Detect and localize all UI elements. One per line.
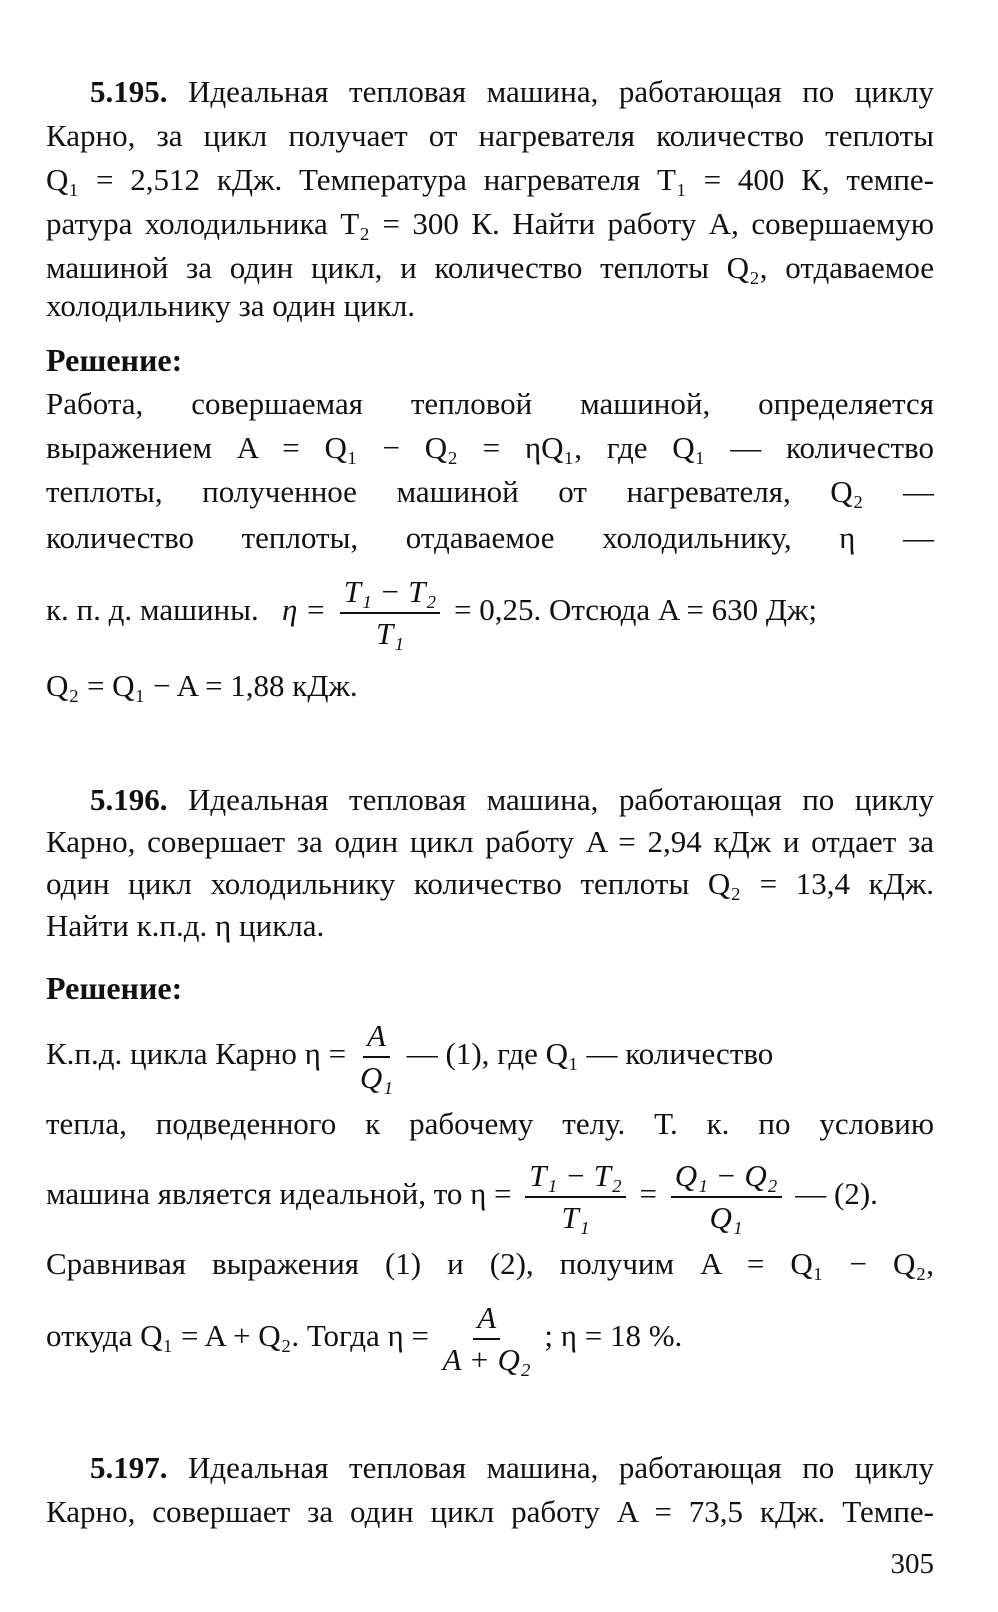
problem-5-195-line-5: машиной за один цикл, и количество теплоты Q₂, отдаваемое [46, 250, 934, 285]
problem-5-197-line-1: 5.197. Идеальная тепловая машина, работающая по циклу [90, 1450, 934, 1485]
solution-5-195-final: Q₂ = Q₁ − A = 1,88 кДж. [46, 668, 358, 703]
problem-5-196-line-4: Найти к.п.д. η цикла. [46, 908, 325, 943]
problem-5-195-line-1: 5.195. Идеальная тепловая машина, работающая по циклу [90, 74, 934, 109]
problem-5-195-line-4: ратура холодильника T₂ = 300 К. Найти работу A, совершаемую [46, 206, 934, 241]
efficiency-fraction-2: $\frac{A}{\text{A + Q₂}}$ [442, 1299, 531, 1377]
problem-5-196-line-2: Карно, совершает за один цикл работу A = 2,94 кДж и отдает за [46, 824, 934, 859]
temperature-fraction: $\frac{\text{T₁ − T₂}}{\text{T₁}}$ [525, 1156, 625, 1238]
solution-heading: Решение: [46, 970, 183, 1006]
problem-5-195-line-2: Карно, за цикл получает от нагревателя количество теплоты [46, 118, 934, 153]
heat-fraction: $\frac{\text{Q₁ − Q₂}}{\text{Q₁}}$ [671, 1156, 782, 1238]
solution-5-195-line-2: выражением A = Q₁ − Q₂ = ηQ₁, где Q₁ — количество [46, 430, 934, 465]
page-number: 305 [890, 1548, 934, 1580]
problem-5-196-line-3: один цикл холодильнику количество теплоты Q₂ = 13,4 кДж. [46, 866, 934, 901]
solution-5-195-eta-line: к. п. д. машины. η = $\frac{\text{T₁ − T₂}}{\text{T₁}}$ = 0,25. Отсюда A = 630 Дж; [46, 562, 934, 658]
solution-5-196-line-2: тепла, подведенного к рабочему телу. Т. к. по условию [46, 1106, 934, 1141]
efficiency-fraction-1: $\frac{A}{\text{Q₁}}$ [359, 1017, 393, 1095]
problem-5-195-line-6: холодильнику за один цикл. [46, 288, 416, 323]
solution-5-196-line-4: Сравнивая выражения (1) и (2), получим A = Q₁ − Q₂, [46, 1246, 934, 1281]
problem-5-197-line-2: Карно, совершает за один цикл работу A = 73,5 кДж. Темпе- [46, 1494, 934, 1529]
problem-number: 5.195. [90, 74, 168, 109]
problem-number: 5.196. [90, 782, 168, 817]
problem-5-195-line-3: Q₁ = 2,512 кДж. Температура нагревателя T₁ = 400 К, темпе- [46, 162, 934, 197]
solution-5-195-line-3: теплоты, полученное машиной от нагревателя, Q₂ — [46, 474, 934, 509]
solution-5-196-line-5: откуда Q₁ = A + Q₂. Тогда η = $\frac{A}{\text{A + Q₂}}$ ; η = 18 %. [46, 1288, 934, 1384]
solution-5-195-line-4: количество теплоты, отдаваемое холодильнику, η — [46, 520, 934, 555]
solution-5-195-line-1: Работа, совершаемая тепловой машиной, определяется [46, 386, 934, 421]
solution-5-196-line-1: К.п.д. цикла Карно η = $\frac{A}{\text{Q₁}}$ — (1), где Q₁ — количество [46, 1006, 934, 1102]
eta-fraction: $\frac{\text{T₁ − T₂}}{\text{T₁}}$ [340, 572, 440, 654]
problem-5-196-line-1: 5.196. Идеальная тепловая машина, работающая по циклу [90, 782, 934, 817]
solution-5-196-line-3: машина является идеальной, то η = $\frac{\text{T₁ − T₂}}{\text{T₁}}$ = $\frac{\text{Q₁ − Q₂}}{\text{Q₁}}$ — (2). [46, 1146, 934, 1242]
problem-number: 5.197. [90, 1450, 168, 1485]
solution-heading: Решение: [46, 342, 183, 378]
